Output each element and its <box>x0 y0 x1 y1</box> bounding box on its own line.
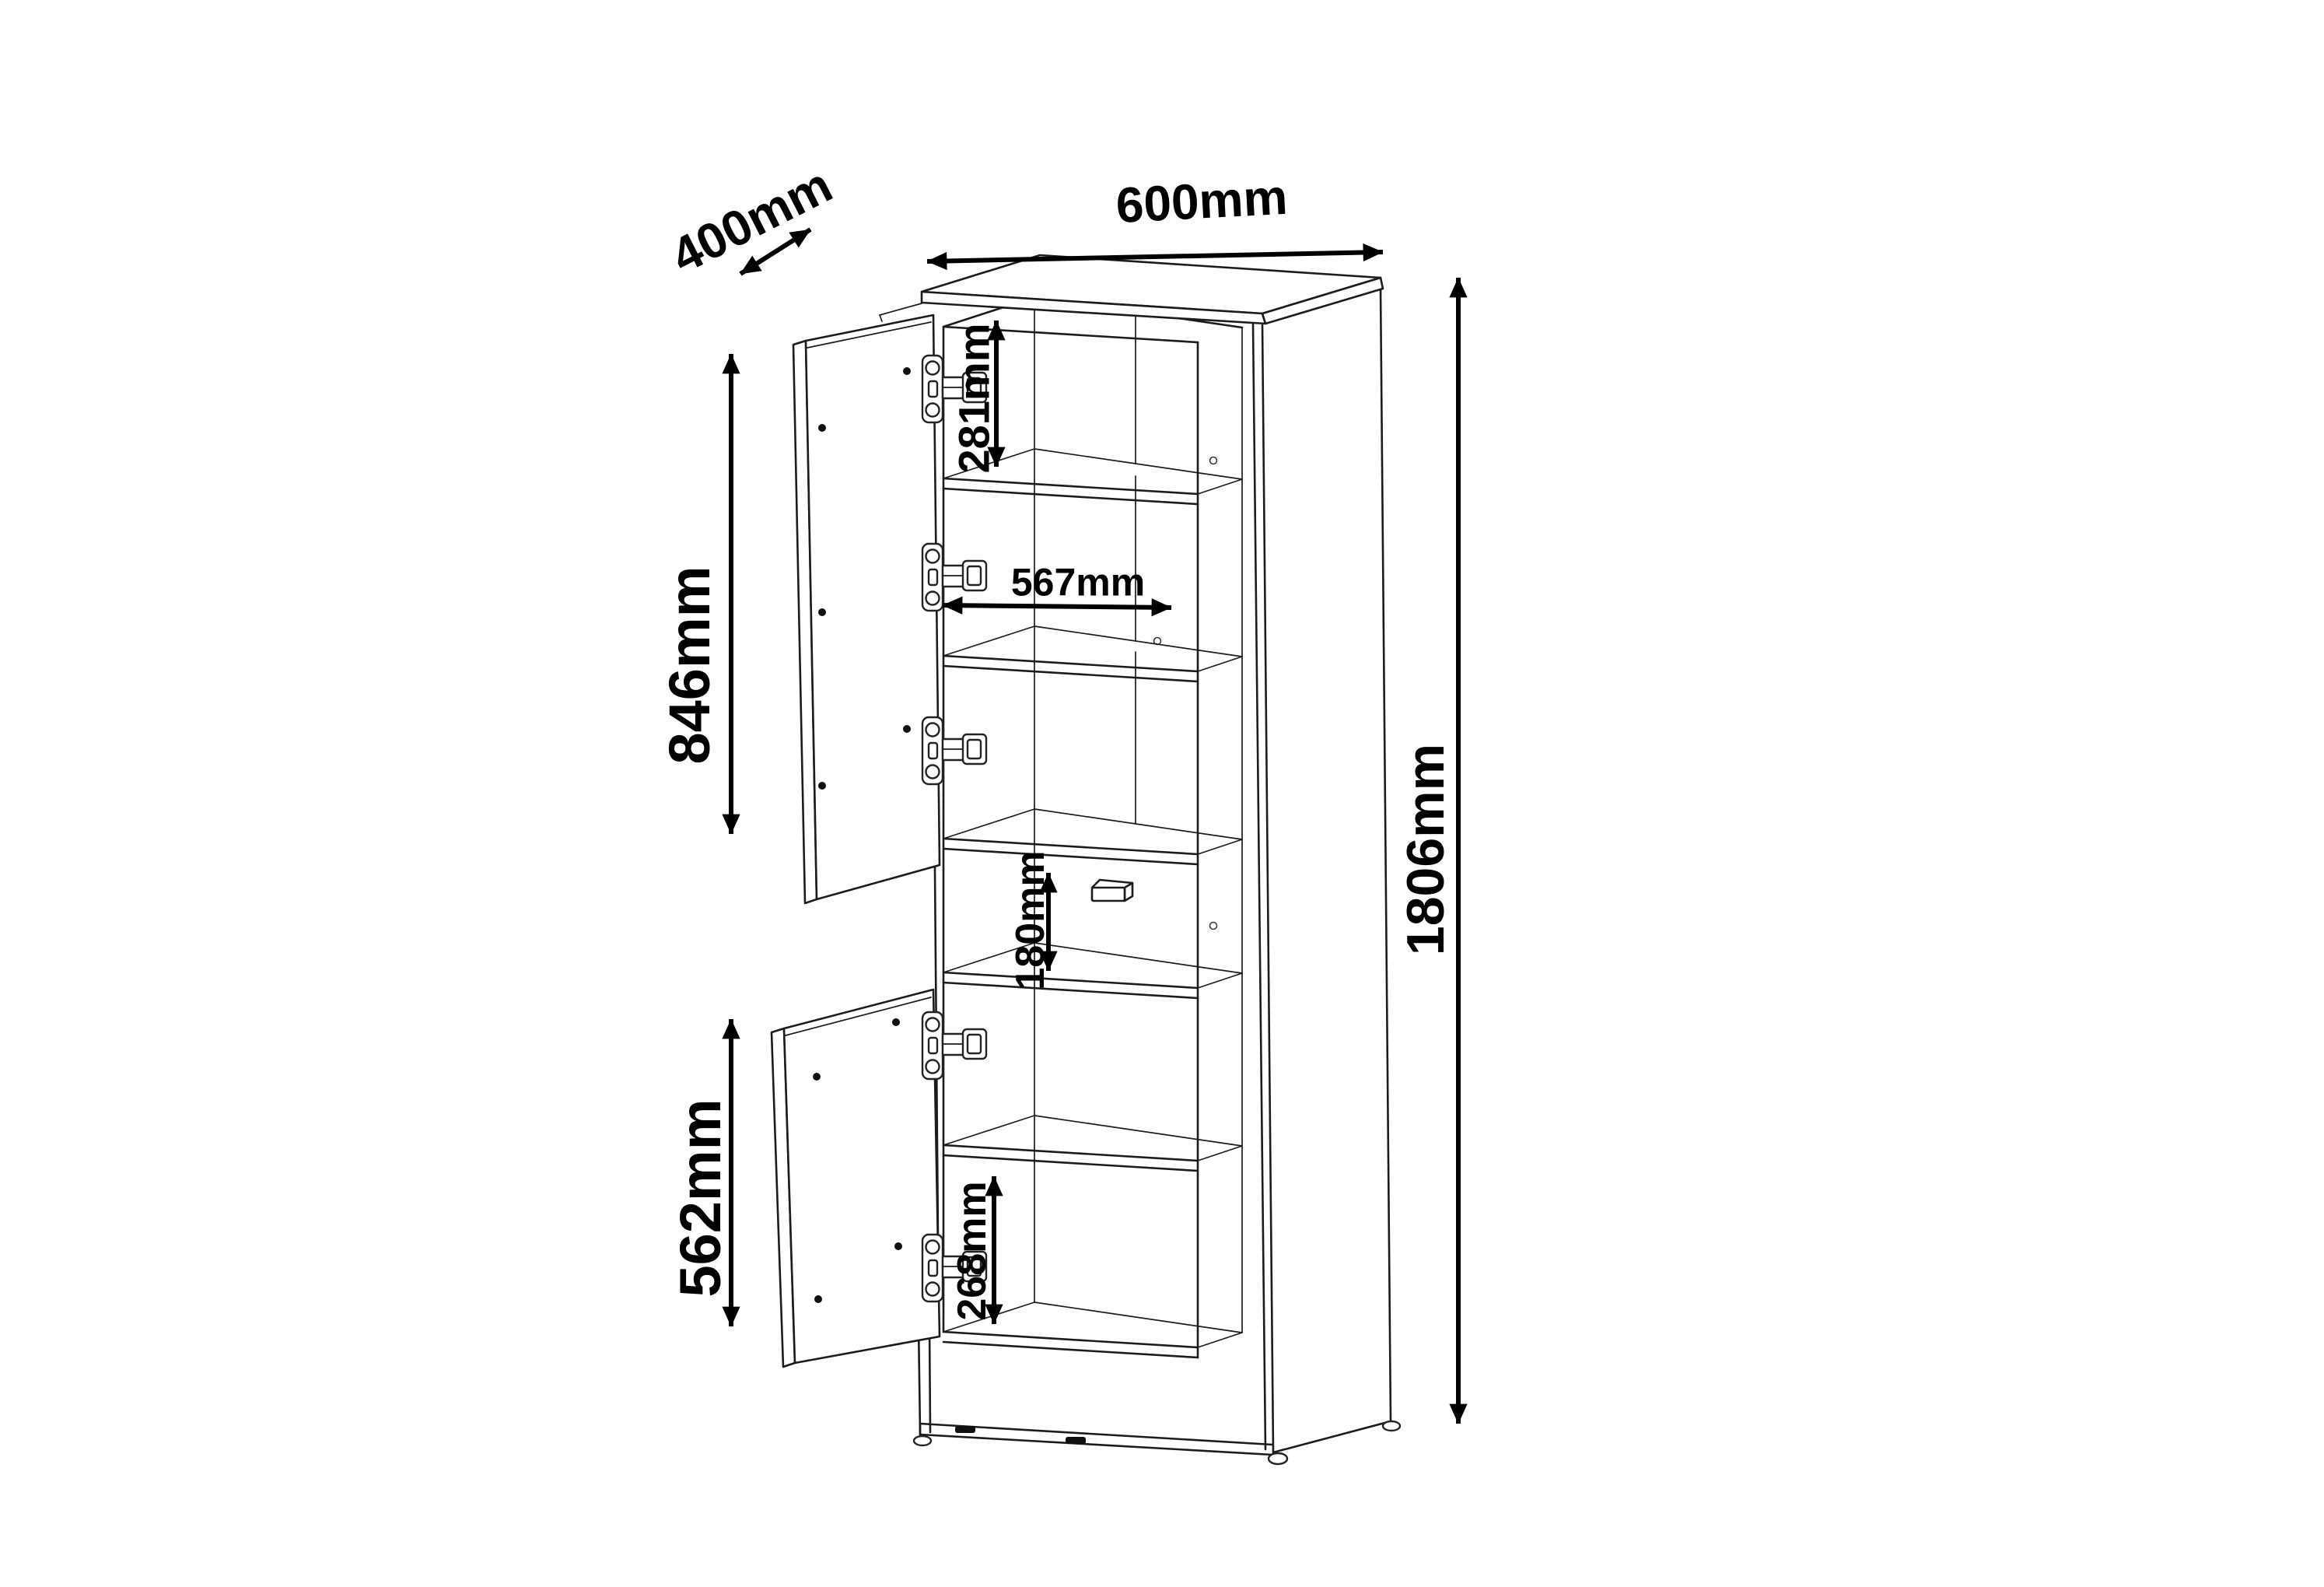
hinge-icon <box>922 1012 986 1079</box>
cabinet-carcass <box>930 289 1391 1452</box>
dim-label-niche: 180mm <box>1008 850 1054 990</box>
dimension-depth <box>663 156 841 284</box>
hinge-icon <box>922 544 986 611</box>
upper-door <box>793 315 940 903</box>
dim-label-total-height: 1806mm <box>1395 743 1455 956</box>
dim-label-width: 600mm <box>1114 168 1290 234</box>
dim-label-upper-door: 846mm <box>656 566 722 765</box>
dimension-top-compartment <box>950 321 999 474</box>
dimension-niche <box>1008 850 1053 990</box>
dim-label-interior-width: 567mm <box>1010 560 1146 604</box>
cabinet-top <box>880 255 1383 324</box>
dimension-upper-door <box>657 354 731 834</box>
door-handle <box>1092 880 1132 901</box>
dimension-total-height <box>1396 278 1458 1424</box>
dim-label-lower-door: 562mm <box>667 1098 733 1298</box>
hinge-icon <box>922 717 986 784</box>
dim-label-bottom-compartment: 268mm <box>950 1181 996 1321</box>
dimension-width <box>927 169 1383 261</box>
dimension-lower-door <box>668 1019 733 1326</box>
dim-label-top-compartment: 281mm <box>949 323 999 474</box>
dim-label-depth: 400mm <box>662 156 841 285</box>
dimension-bottom-compartment <box>950 1176 995 1324</box>
lower-door <box>772 990 940 1367</box>
